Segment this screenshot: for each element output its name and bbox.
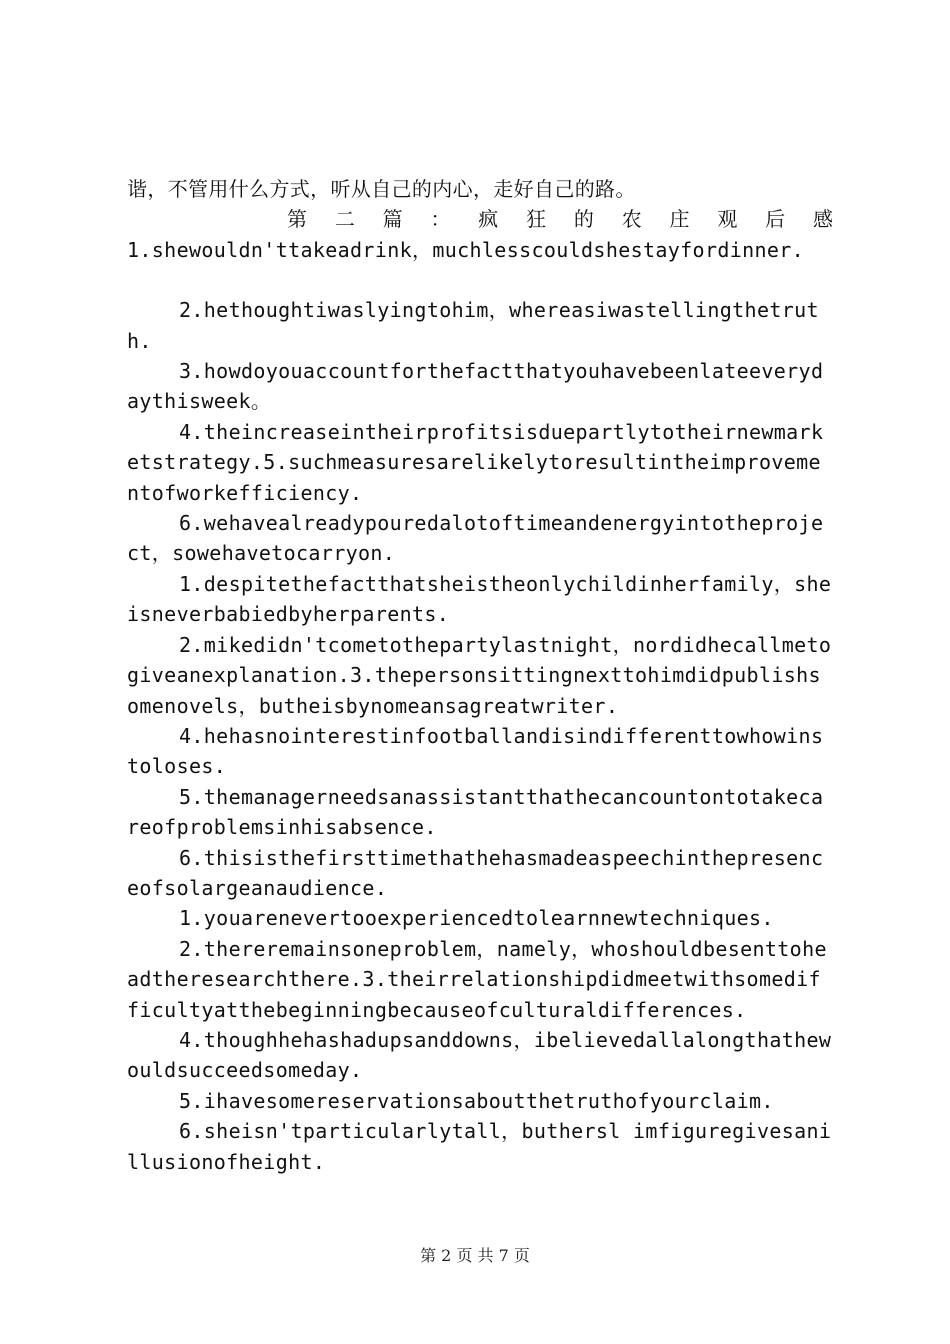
sentence-line: 1.despitethefactthatsheistheonlychildinherfamily，sheisneverbabiedbyherparents. — [127, 571, 832, 627]
sentence-line: 4.thoughhehashadupsanddowns，ibelievedallalongthathewouldsucceedsomeday. — [127, 1027, 832, 1083]
sentence-line: 4.theincreaseintheirprofitsisduepartlytotheirnewmarketstrategy.5.suchmeasuresarelikelytoresultintheimprovementofworkefficiency. — [127, 419, 824, 505]
sentence-line: 5.themanagerneedsanassistantthathecancountontotakecareofproblemsinhisabsence. — [127, 784, 824, 840]
sentence-line: 6.wehavealreadypouredalotoftimeandenergyintotheproject，sowehavetocarryon. — [127, 511, 824, 566]
paragraph-line: 谐，不管用什么方式，听从自己的内心，走好自己的路。 — [127, 177, 636, 201]
sentence-line: 2.hethoughtiwaslyingtohim，whereasiwastellingthetruth. — [127, 298, 819, 353]
sentence-line: 6.thisisthefirsttimethathehasmadeaspeechinthepresenceofsolargeanaudience. — [127, 845, 824, 900]
sentence-line: 1.shewouldn'ttakeadrink，muchlesscouldshestayfordinner. — [127, 237, 805, 262]
sentence-line: 6.sheisn'tparticularlytall，buthersl imfiguregivesanillusionofheight. — [127, 1119, 832, 1174]
sentence-line: 1.youarenevertooexperiencedtolearnnewtechniques. — [179, 906, 774, 931]
section-heading: 第 二 篇 ： 疯 狂 的 农 庄 观 后 感 — [287, 207, 833, 232]
page-number-footer: 第 2 页 共 7 页 — [420, 1246, 530, 1265]
sentence-line: 3.howdoyouaccountforthefactthatyouhavebeenlateeverydaythisweek。 — [127, 359, 824, 414]
document-body — [127, 174, 833, 1177]
sentence-line: 5.ihavesomereservationsaboutthetruthofyourclaim. — [179, 1088, 774, 1113]
sentence-line: 2.mikedidn'tcometothepartylastnight，nordidhecallmetogiveanexplanation.3.thepersonsittingnexttohimdidpublishsomenovels，butheisbynomeansagreatwriter. — [127, 632, 832, 718]
sentence-line: 4.hehasnointerestinfootballandisindifferenttowhowinstoloses. — [127, 723, 824, 779]
sentence-line: 2.thereremainsoneproblem，namely，whoshouldbesenttoheadtheresearchthere.3.theirrelationshipdidmeetwithsomedifficultyatthebeginningbecauseofculturaldifferences. — [127, 936, 827, 1022]
